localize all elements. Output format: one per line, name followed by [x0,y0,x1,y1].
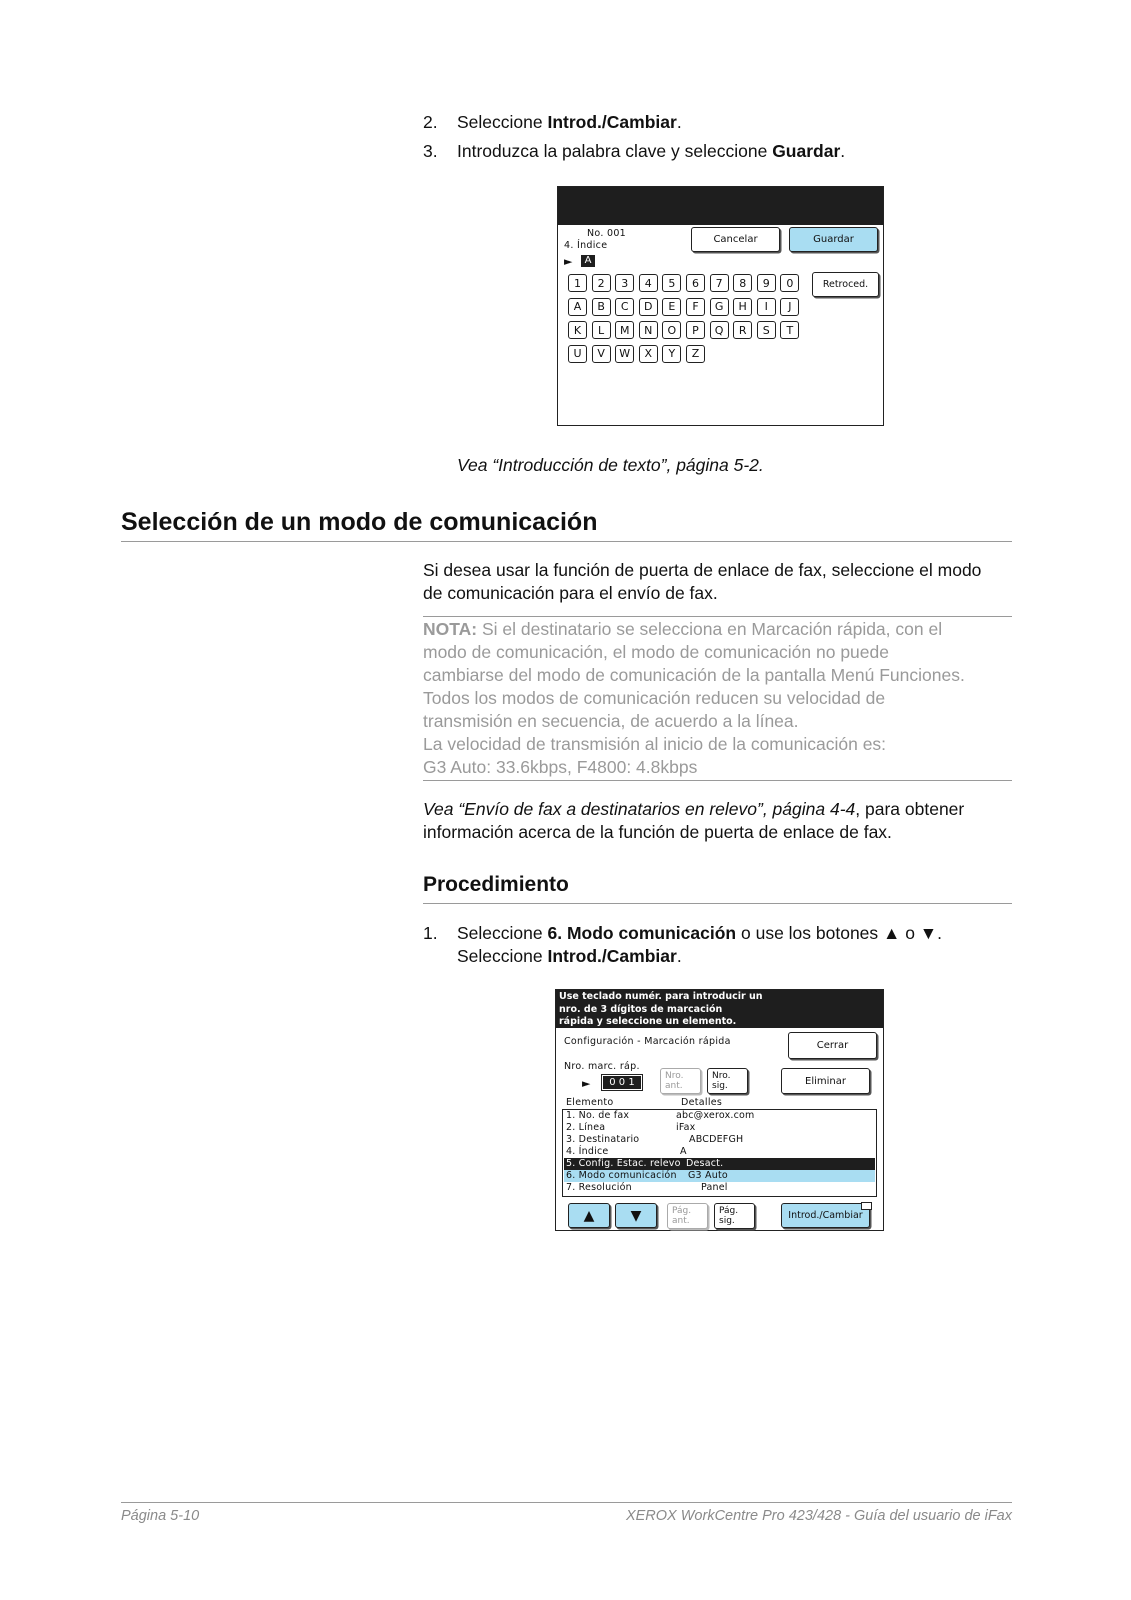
key-a[interactable]: A [568,298,587,316]
column-header-details: Detalles [681,1097,723,1108]
speed-dial-label: Nro. marc. ráp. [564,1061,640,1072]
step-number: 2. [423,112,438,132]
note-line-6: La velocidad de transmisión al inicio de la comunicación es: [423,734,887,754]
key-r[interactable]: R [733,321,752,339]
instruction-line: rápida y seleccione un elemento. [559,1016,737,1027]
key-7[interactable]: 7 [710,274,729,292]
step-text-end: . [676,112,682,132]
reference-text-line2: información acerca de la función de puerta de enlace de fax. [423,822,892,842]
corner-icon [861,1202,872,1210]
keyboard-screen [557,186,884,426]
button-line: ant. [672,1216,690,1226]
note-line-5: transmisión en secuencia, de acuerdo a la línea. [423,711,799,731]
key-0[interactable]: 0 [780,274,799,292]
step-text: Introduzca la palabra clave y seleccione [457,141,773,161]
cursor-arrow-icon: ► [564,255,573,268]
item-name: 4. Índice [566,1146,609,1157]
key-9[interactable]: 9 [757,274,776,292]
button-line: sig. [712,1081,728,1091]
key-4[interactable]: 4 [639,274,658,292]
key-i[interactable]: I [757,298,776,316]
key-n[interactable]: N [639,321,658,339]
key-y[interactable]: Y [662,345,681,363]
change-button[interactable]: Introd./Cambiar [781,1203,870,1228]
footer-title: XEROX WorkCentre Pro 423/428 - Guía del usuario de iFax [625,1508,1012,1524]
list-item[interactable] [564,1110,875,1122]
button-line: Nro. [712,1071,731,1081]
step-number: 1. [423,923,438,943]
item-name: 2. Línea [566,1122,606,1133]
speed-dial-screen [555,989,884,1231]
list-item[interactable] [564,1182,875,1194]
note-line-7: G3 Auto: 33.6kbps, F4800: 4.8kbps [423,757,698,777]
key-l[interactable]: L [592,321,611,339]
section-rule [121,541,1012,542]
subheading-rule [423,903,1012,904]
step-text: Seleccione [457,923,548,943]
reference-text-entry: Vea “Introducción de texto”, página 5-2. [457,455,764,475]
prev-number-button[interactable] [660,1068,701,1094]
key-w[interactable]: W [615,345,634,363]
note-text: Si el destinatario se selecciona en Marcación rápida, con el [477,619,943,639]
key-o[interactable]: O [662,321,681,339]
key-t[interactable]: T [780,321,799,339]
item-detail: abc@xerox.com [676,1110,755,1121]
button-line: Pág. [672,1206,692,1216]
item-name: 5. Config. Estac. relevo [566,1158,681,1169]
list-item-highlighted[interactable] [564,1170,875,1182]
subheading: Procedimiento [423,873,569,896]
key-s[interactable]: S [757,321,776,339]
key-g[interactable]: G [710,298,729,316]
key-8[interactable]: 8 [733,274,752,292]
close-button[interactable]: Cerrar [788,1032,877,1059]
key-d[interactable]: D [639,298,658,316]
instruction-line: Use teclado numér. para introducir un [559,991,763,1002]
next-page-button[interactable] [714,1203,755,1229]
instruction-line: nro. de 3 dígitos de marcación [559,1003,723,1015]
key-5[interactable]: 5 [662,274,681,292]
reference-paragraph [423,798,1023,844]
step-text-end: . [840,141,846,161]
delete-button[interactable]: Eliminar [781,1068,870,1094]
list-item[interactable] [564,1134,875,1146]
intro-paragraph: Si desea usar la función de puerta de enlace de fax, seleccione el modo de comunicación para el envío de fax. [423,560,982,603]
reference-text: , para obtener [855,799,965,819]
key-z[interactable]: Z [686,345,705,363]
key-q[interactable]: Q [710,321,729,339]
key-c[interactable]: C [615,298,634,316]
key-v[interactable]: V [592,345,611,363]
item-detail: iFax [676,1122,696,1133]
step-text-end: . [676,946,682,966]
next-number-button[interactable] [707,1068,748,1094]
key-b[interactable]: B [592,298,611,316]
speed-dial-value: 0 0 1 [603,1076,641,1089]
list-item-selected[interactable] [564,1158,875,1170]
key-h[interactable]: H [733,298,752,316]
footer-rule [121,1502,1012,1503]
step-bold: 6. Modo comunicación [547,923,737,943]
step-number: 3. [423,141,438,161]
button-line: Nro. [665,1071,684,1081]
note-line-3: cambiarse del modo de comunicación de la pantalla Menú Funciones. [423,665,965,685]
settings-list [562,1109,877,1197]
item-detail: ABCDEFGH [689,1134,744,1145]
section-title: Selección de un modo de comunicación [121,508,598,536]
key-f[interactable]: F [686,298,705,316]
note-block [423,618,1023,779]
item-name: 6. Modo comunicación [566,1170,677,1181]
field-label: 4. Índice [564,240,608,251]
key-2[interactable]: 2 [592,274,611,292]
button-line: ant. [665,1081,683,1091]
button-line: sig. [719,1216,735,1226]
breadcrumb: Configuración - Marcación rápida [564,1036,731,1047]
step-text-end: o use los botones ▲ o ▼. [736,923,942,943]
step-bold: Introd./Cambiar [547,946,677,966]
key-j[interactable]: J [780,298,799,316]
up-arrow-icon: ▲ [583,1207,595,1224]
step-text: Seleccione [457,946,548,966]
cancel-button[interactable]: Cancelar [691,227,780,252]
item-detail: G3 Auto [688,1170,728,1181]
item-detail: Panel [701,1182,728,1193]
key-u[interactable]: U [568,345,587,363]
button-line: Pág. [719,1206,739,1216]
list-item[interactable] [564,1122,875,1134]
key-k[interactable]: K [568,321,587,339]
column-header-item: Elemento [566,1097,614,1108]
cursor-arrow-icon: ► [582,1077,591,1090]
note-top-rule [423,616,1012,617]
key-1[interactable]: 1 [568,274,587,292]
prev-page-button[interactable] [667,1203,708,1229]
scroll-up-button[interactable] [568,1203,610,1228]
step-text: Seleccione [457,112,548,132]
note-bottom-rule [423,780,1012,781]
speed-dial-field[interactable] [601,1074,643,1091]
item-detail: Desact. [686,1158,724,1169]
item-name: 3. Destinatario [566,1134,640,1145]
reference-link-text: Vea “Envío de fax a destinatarios en relevo”, página 4-4 [423,799,856,819]
list-item[interactable] [564,1146,875,1158]
note-line-4: Todos los modos de comunicación reducen su velocidad de [423,688,886,708]
step-bold: Guardar [772,141,841,161]
note-label: NOTA: [423,619,478,639]
save-button[interactable]: Guardar [789,227,878,252]
step-bold: Introd./Cambiar [547,112,677,132]
instruction-bar [556,990,883,1028]
backspace-button[interactable]: Retroced. [812,272,879,297]
key-e[interactable]: E [662,298,681,316]
item-detail: A [680,1146,687,1157]
note-line-2: modo de comunicación, el modo de comunicación no puede [423,642,889,662]
entry-field[interactable]: A [581,255,595,267]
record-number: No. 001 [587,228,627,239]
item-name: 1. No. de fax [566,1110,630,1121]
screen-title-bar [558,187,883,225]
item-name: 7. Resolución [566,1182,632,1193]
key-m[interactable]: M [615,321,634,339]
scroll-down-button[interactable] [615,1203,657,1228]
key-x[interactable]: X [639,345,658,363]
key-3[interactable]: 3 [615,274,634,292]
page-number: Página 5-10 [121,1508,200,1524]
key-p[interactable]: P [686,321,705,339]
note-line-1 [423,618,1023,641]
key-6[interactable]: 6 [686,274,705,292]
down-arrow-icon: ▼ [630,1207,642,1224]
